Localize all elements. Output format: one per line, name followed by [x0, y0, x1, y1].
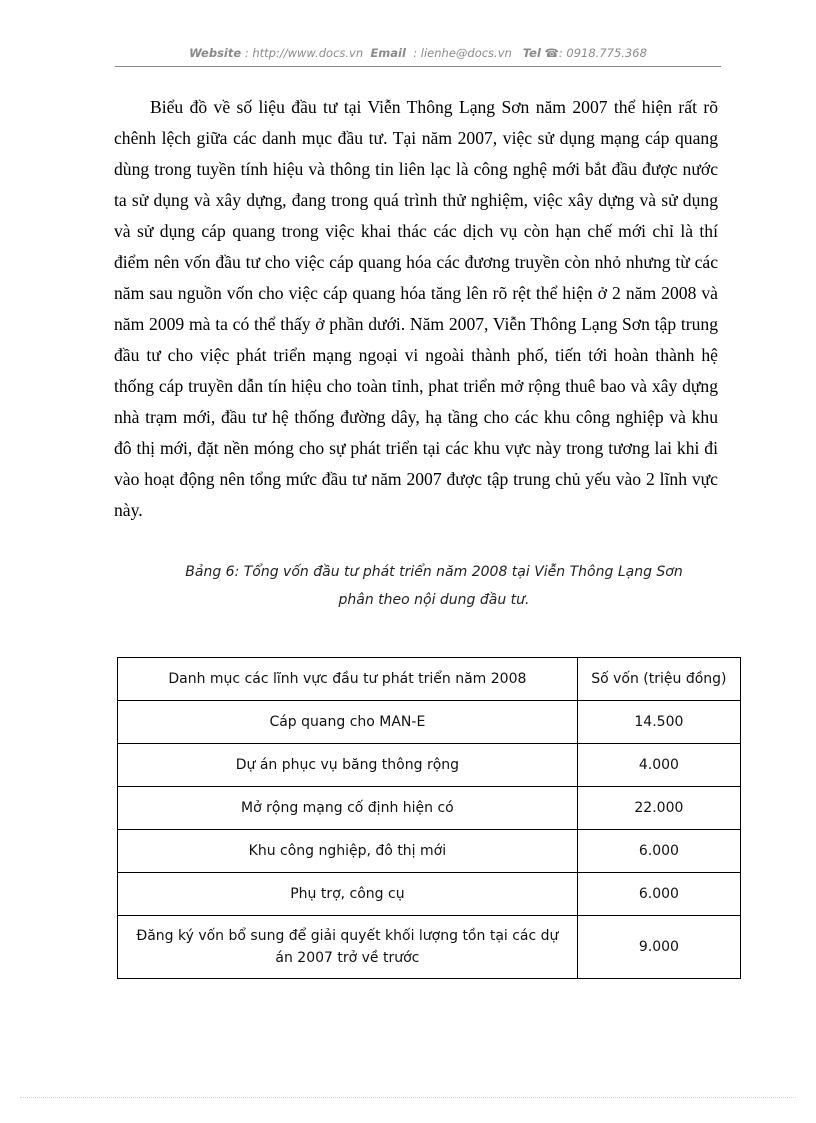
- body-paragraph: Biểu đồ về số liệu đầu tư tại Viễn Thông Lạng Sơn năm 2007 thể hiện rất rõ chênh lệch giữa các danh mục đầu tư. Tại năm 2007, việc sử dụng mạng cáp quang dùng trong tuyền tính hiệu và thông tin liên lạc là công nghệ mới bắt đầu được nước ta sử dụng và xây dựng, đang trong quá trình thử nghiệm, việc xây dựng và sử dụng và sử dụng cáp quang trong việc khai thác các dịch vụ còn hạn chế mới chỉ là thí điểm nên vốn đầu tư cho việc cáp quang hóa các đương truyền còn nhỏ nhưng từ các năm sau nguồn vốn cho việc cáp quang hóa tăng lên rõ rệt thể hiện ở 2 năm 2008 và năm 2009 mà ta có thể thấy ở phần dưới. Năm 2007, Viễn Thông Lạng Sơn tập trung đầu tư cho việc phát triển mạng ngoại vi ngoài thành phố, tiến tới hoàn thành hệ thống cáp truyền dẫn tín hiệu cho toàn tỉnh, phat triển mở rộng thuê bao và xây dựng nhà trạm mới, đầu tư hệ thống đường dây, hạ tầng cho các khu công nghiệp và khu đô thị mới, đặt nền móng cho sự phát triển tại các khu vực này trong tương lai khi đi vào hoạt động nên tổng mức đầu tư năm 2007 được tập trung chủ yếu vào 2 lĩnh vực này.: [114, 97, 718, 520]
- caption-line-2: phân theo nội dung đầu tư.: [338, 592, 530, 608]
- row-amount: 6.000: [577, 873, 740, 916]
- row-amount: 22.000: [577, 787, 740, 830]
- row-amount: 14.500: [577, 701, 740, 744]
- investment-table: [117, 657, 741, 979]
- table-row: [118, 787, 741, 830]
- website-label: Website: [189, 46, 242, 60]
- caption-line-1: Bảng 6: Tổng vốn đầu tư phát triển năm 2008 tại Viễn Thông Lạng Sơn: [185, 564, 683, 580]
- phone-icon: ☎: [544, 46, 559, 60]
- header-category: Danh mục các lĩnh vực đầu tư phát triển năm 2008: [118, 658, 578, 701]
- row-amount: 9.000: [577, 916, 740, 979]
- tel-number: : 0918.775.368: [558, 46, 647, 60]
- website-url: : http://www.docs.vn: [244, 46, 364, 60]
- row-category: Mở rộng mạng cố định hiện có: [118, 787, 578, 830]
- table-row: [118, 830, 741, 873]
- email-address: : lienhe@docs.vn: [413, 46, 512, 60]
- row-amount: 4.000: [577, 744, 740, 787]
- table-row: [118, 873, 741, 916]
- row-category: Phụ trợ, công cụ: [118, 873, 578, 916]
- header-divider: [115, 66, 721, 67]
- table-row: [118, 701, 741, 744]
- table-caption: [100, 558, 768, 614]
- page-header: [115, 46, 721, 60]
- page-bottom-border: [20, 1097, 796, 1098]
- table-row: [118, 916, 741, 979]
- tel-label: Tel: [522, 46, 541, 60]
- row-category: Khu công nghiệp, đô thị mới: [118, 830, 578, 873]
- row-amount: 6.000: [577, 830, 740, 873]
- table-header-row: [118, 658, 741, 701]
- row-category: Dự án phục vụ băng thông rộng: [118, 744, 578, 787]
- email-label: Email: [370, 46, 406, 60]
- table-row: [118, 744, 741, 787]
- header-amount: Số vốn (triệu đồng): [577, 658, 740, 701]
- row-category: Cáp quang cho MAN-E: [118, 701, 578, 744]
- row-category: Đăng ký vốn bổ sung để giải quyết khối lượng tồn tại các dự án 2007 trở về trước: [118, 916, 578, 979]
